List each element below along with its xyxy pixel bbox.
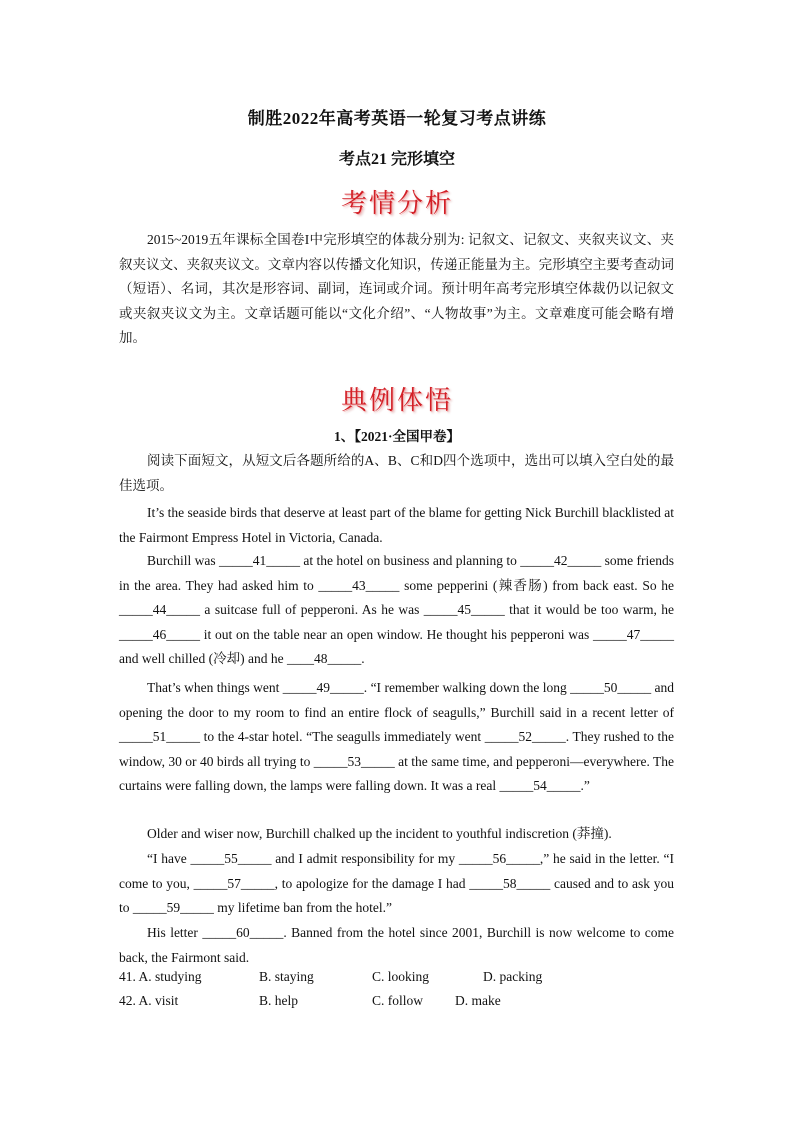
option-row-42 [119,993,674,1017]
passage-paragraph: Burchill was _____41_____ at the hotel on business and planning to _____42_____ some friends in the area. They had asked him to _____43_____ some pepperini (辣香肠) from back east. So he _____44_____ a suitcase full of pepperoni. As he was _____45_____ that it would be too warm, he _____46_____ it out on the table near an open window. He thought his pepperoni was _____47_____ and well chilled (冷却) and he ____48_____. [119,553,674,666]
option-row-41 [119,969,674,993]
passage-paragraph: “I have _____55_____ and I admit responsibility for my _____56_____,” he said in the letter. “I come to you, _____57_____, to apologize for the damage I had _____58_____ caused and to ask you to _____59_____ my lifetime ban from the hotel.” [119,851,674,915]
example-heading: 1、【2021·全国甲卷】 [333,429,460,444]
passage-paragraph: It’s the seaside birds that deserve at least part of the blame for getting Nick Burchill blacklisted at the Fairmont Empress Hotel in Victoria, Canada. [119,505,674,545]
analysis-paragraph: 2015~2019五年课标全国卷I中完形填空的体裁分别为: 记叙文、记叙文、夹叙夹议文、夹叙夹议文、夹叙夹议文。文章内容以传播文化知识，传递正能量为主。完形填空主要考查动词（短语）、名词，其次是形容词、副词，连词或介词。预计明年高考完形填空体裁仍以记叙文或夹叙夹议文为主。文章话题可能以“文化介绍”、“人物故事”为主。文章难度可能会略有增加。 [119,232,674,345]
passage-paragraph: His letter _____60_____. Banned from the hotel since 2001, Burchill is now welcome to come back, the Fairmont said. [119,925,674,965]
passage-paragraph: That’s when things went _____49_____. “I remember walking down the long _____50_____ and opening the door to my room to find an entire flock of seagulls,” Burchill said in a recent letter of _____51_____ to the 4-star hotel. “The seagulls immediately went _____52_____. They rushed to the window, 30 or 40 birds all trying to _____53_____ at the same time, and pepperoni—everywhere. The curtains were falling down, the lamps were falling down. It was a real _____54_____.” [119,680,674,793]
option-d: D. make [455,993,501,1008]
option-c: C. follow [372,993,424,1008]
document-title: 制胜2022年高考英语一轮复习考点讲练 [247,109,547,128]
section-banner-analysis: 考情分析 [340,189,453,219]
instruction-paragraph: 阅读下面短文，从短文后各题所给的A、B、C和D四个选项中，选出可以填入空白处的最佳选项。 [119,453,674,493]
option-a: 41. A. studying [119,969,202,984]
option-b: B. help [259,993,298,1008]
section-banner-examples: 典例体悟 [340,386,453,416]
option-c: C. looking [372,969,430,984]
option-a: 42. A. visit [119,993,179,1008]
document-subtitle: 考点21 完形填空 [338,151,455,168]
option-b: B. staying [259,969,314,984]
option-d: D. packing [483,969,543,984]
passage-paragraph: Older and wiser now, Burchill chalked up the incident to youthful indiscretion (莽撞). [147,826,612,841]
